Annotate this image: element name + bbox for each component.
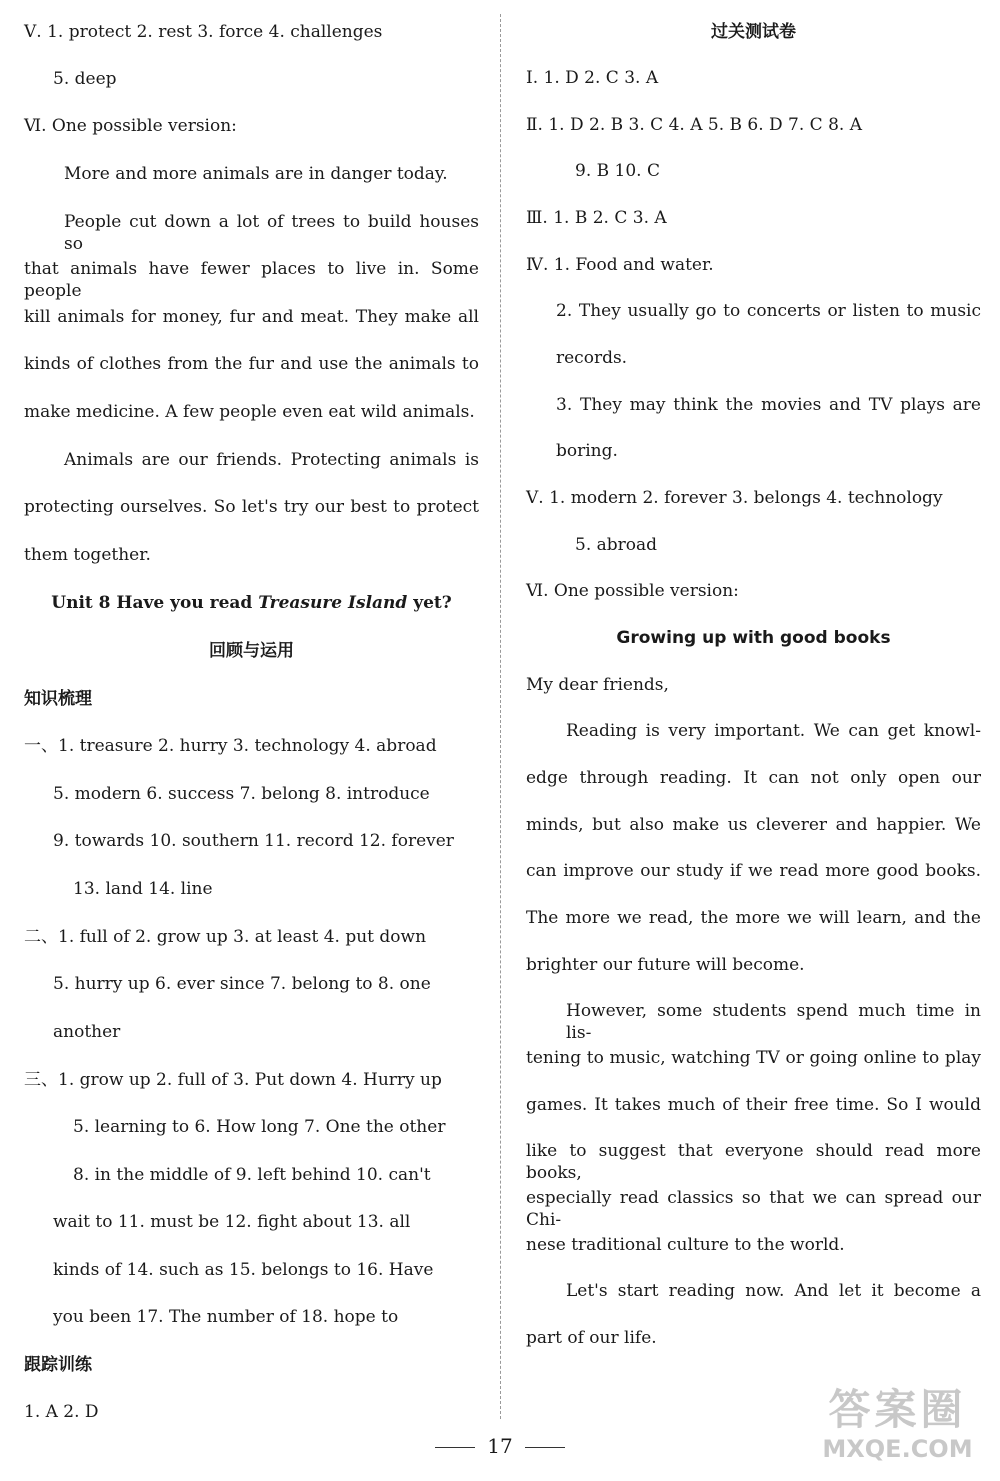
unit-title: Unit 8 Have you read Treasure Island yet?	[51, 593, 452, 613]
essay2-line: nese traditional culture to the world.	[526, 1235, 845, 1255]
essay2-line: brighter our future will become.	[526, 955, 805, 975]
answer-san-line: wait to 11. must be 12. fight about 13. all	[53, 1212, 411, 1232]
essay1-line: that animals have fewer places to live in. Some people	[24, 259, 479, 301]
answer-ii-line1: Ⅱ. 1. D 2. B 3. C 4. A 5. B 6. D 7. C 8. A	[526, 115, 862, 135]
answer-vi-heading: Ⅵ. One possible version:	[526, 581, 739, 601]
essay1-line: Animals are our friends. Protecting animals is	[64, 450, 479, 470]
essay2-line: Reading is very important. We can get knowl-	[566, 721, 981, 741]
answer-iv-line: 3. They may think the movies and TV plays are	[556, 395, 981, 415]
answer-er-line: another	[53, 1022, 121, 1042]
book-title: Treasure Island	[258, 593, 408, 613]
essay1-line: kill animals for money, fur and meat. They make all	[24, 307, 479, 327]
footer-dash-right	[525, 1447, 565, 1448]
answer-v-line1: Ⅴ. 1. protect 2. rest 3. force 4. challenges	[24, 22, 383, 42]
essay2-line: part of our life.	[526, 1328, 657, 1348]
essay1-line: More and more animals are in danger today.	[64, 164, 448, 184]
footer-dash-left	[435, 1447, 475, 1448]
tracking-answers: 1. A 2. D	[24, 1402, 99, 1422]
answer-san-line: 8. in the middle of 9. left behind 10. can't	[73, 1165, 431, 1185]
essay1-line: them together.	[24, 545, 151, 565]
essay2-line: Let's start reading now. And let it become a	[566, 1281, 981, 1301]
essay2-line: The more we read, the more we will learn, and the	[526, 908, 981, 928]
test-title: 过关测试卷	[711, 22, 796, 42]
answer-iv-line: 2. They usually go to concerts or listen to music	[556, 301, 981, 321]
essay1-line: make medicine. A few people even eat wild animals.	[24, 402, 475, 422]
essay2-line: like to suggest that everyone should read more books,	[526, 1141, 981, 1183]
answer-san-line: kinds of 14. such as 15. belongs to 16. Have	[53, 1260, 434, 1280]
answer-yi-line: 5. modern 6. success 7. belong 8. introduce	[53, 784, 430, 804]
answer-san-line: you been 17. The number of 18. hope to	[53, 1307, 399, 1327]
answer-yi-line: 一、1. treasure 2. hurry 3. technology 4. abroad	[24, 736, 437, 756]
essay2-line: tening to music, watching TV or going online to play	[526, 1048, 981, 1068]
essay-salutation: My dear friends,	[526, 675, 669, 695]
answer-iv-line: boring.	[556, 441, 618, 461]
section-tracking-heading: 跟踪训练	[24, 1355, 92, 1375]
essay2-line: minds, but also make us cleverer and happier. We	[526, 815, 981, 835]
answer-v-line2: 5. deep	[53, 69, 117, 89]
answer-iii: Ⅲ. 1. B 2. C 3. A	[526, 208, 667, 228]
answer-v-line1: Ⅴ. 1. modern 2. forever 3. belongs 4. technology	[526, 488, 943, 508]
essay2-line: especially read classics so that we can spread our Chi-	[526, 1188, 981, 1230]
answer-er-line: 二、1. full of 2. grow up 3. at least 4. put down	[24, 927, 427, 947]
answer-iv-line: Ⅳ. 1. Food and water.	[526, 255, 714, 275]
answer-ii-line2: 9. B 10. C	[575, 161, 660, 181]
essay1-line: protecting ourselves. So let's try our best to protect	[24, 497, 479, 517]
answer-san-line: 三、1. grow up 2. full of 3. Put down 4. Hurry up	[24, 1070, 442, 1090]
answer-yi-line: 13. land 14. line	[73, 879, 213, 899]
answer-yi-line: 9. towards 10. southern 11. record 12. forever	[53, 831, 454, 851]
answer-vi-heading: Ⅵ. One possible version:	[24, 116, 237, 136]
watermark-logo	[800, 1385, 995, 1475]
section-knowledge-heading: 知识梳理	[24, 689, 92, 709]
essay2-line: edge through reading. It can not only open our	[526, 768, 981, 788]
section-review-heading: 回顾与运用	[209, 641, 294, 661]
watermark-top: 答案圈	[828, 1385, 967, 1434]
essay2-line: can improve our study if we read more good books.	[526, 861, 981, 881]
essay2-line: games. It takes much of their free time. So I would	[526, 1095, 981, 1115]
answer-er-line: 5. hurry up 6. ever since 7. belong to 8. one	[53, 974, 431, 994]
essay2-line: However, some students spend much time in lis-	[566, 1001, 981, 1043]
essay1-line: kinds of clothes from the fur and use the animals to	[24, 354, 479, 374]
answer-san-line: 5. learning to 6. How long 7. One the other	[73, 1117, 446, 1137]
answer-iv-line: records.	[556, 348, 628, 368]
column-divider	[500, 14, 501, 1419]
page-number: 17	[487, 1434, 513, 1458]
watermark-bottom: MXQE.COM	[822, 1435, 973, 1463]
essay-title: Growing up with good books	[616, 628, 891, 648]
answer-v-line2: 5. abroad	[575, 535, 658, 555]
essay1-line: People cut down a lot of trees to build houses so	[64, 212, 479, 254]
answer-i: Ⅰ. 1. D 2. C 3. A	[526, 68, 659, 88]
